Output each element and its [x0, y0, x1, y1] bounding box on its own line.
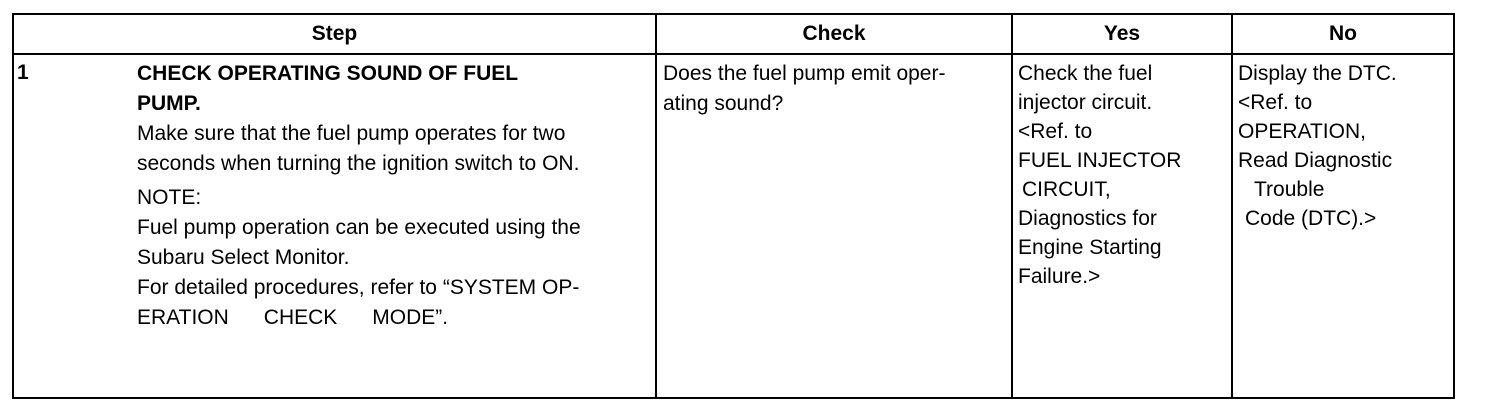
note-label: NOTE:	[137, 186, 202, 209]
no-cell	[1232, 54, 1454, 398]
step-title-line-1: CHECK OPERATING SOUND OF FUEL	[137, 62, 519, 85]
header-check: Check	[656, 14, 1012, 54]
header-row	[13, 14, 1454, 54]
reference-line-1: For detailed procedures, refer to “SYSTEM OP-	[137, 276, 580, 299]
check-line-1: Does the fuel pump emit oper-	[663, 62, 946, 85]
yes-line-4: FUEL INJECTOR	[1018, 149, 1182, 172]
step-number: 1	[17, 61, 29, 84]
no-line-4: Read Diagnostic	[1238, 149, 1393, 172]
step-instruction-line-1: Make sure that the fuel pump operates for two	[137, 122, 566, 145]
step-body	[137, 59, 653, 333]
header-no: No	[1232, 14, 1454, 54]
no-line-3: OPERATION,	[1238, 120, 1366, 143]
check-line-2: ating sound?	[663, 92, 784, 115]
yes-line-3: <Ref. to	[1018, 120, 1093, 143]
step-instruction-line-2: seconds when turning the ignition switch to ON.	[137, 152, 580, 175]
header-yes: Yes	[1012, 14, 1232, 54]
no-line-5: Trouble	[1254, 178, 1325, 201]
check-cell	[656, 54, 1012, 398]
yes-line-7: Engine Starting	[1018, 236, 1162, 259]
reference-line-2: ERATION CHECK MODE”.	[137, 306, 449, 329]
step-cell	[13, 54, 656, 398]
yes-line-1: Check the fuel	[1018, 62, 1153, 85]
diagnostic-table	[12, 13, 1455, 399]
yes-line-5: CIRCUIT,	[1022, 178, 1111, 201]
yes-line-6: Diagnostics for	[1018, 207, 1157, 230]
yes-cell	[1012, 54, 1232, 398]
header-step: Step	[13, 14, 656, 54]
note-line-2: Subaru Select Monitor.	[137, 246, 350, 269]
no-line-1: Display the DTC.	[1238, 62, 1397, 85]
step-title-line-2: PUMP.	[137, 92, 201, 115]
note-line-1: Fuel pump operation can be executed using the	[137, 216, 581, 239]
no-line-6: Code (DTC).>	[1245, 207, 1377, 230]
table-row	[13, 54, 1454, 398]
no-line-2: <Ref. to	[1238, 91, 1313, 114]
yes-line-8: Failure.>	[1018, 265, 1101, 288]
yes-line-2: injector circuit.	[1018, 91, 1153, 114]
